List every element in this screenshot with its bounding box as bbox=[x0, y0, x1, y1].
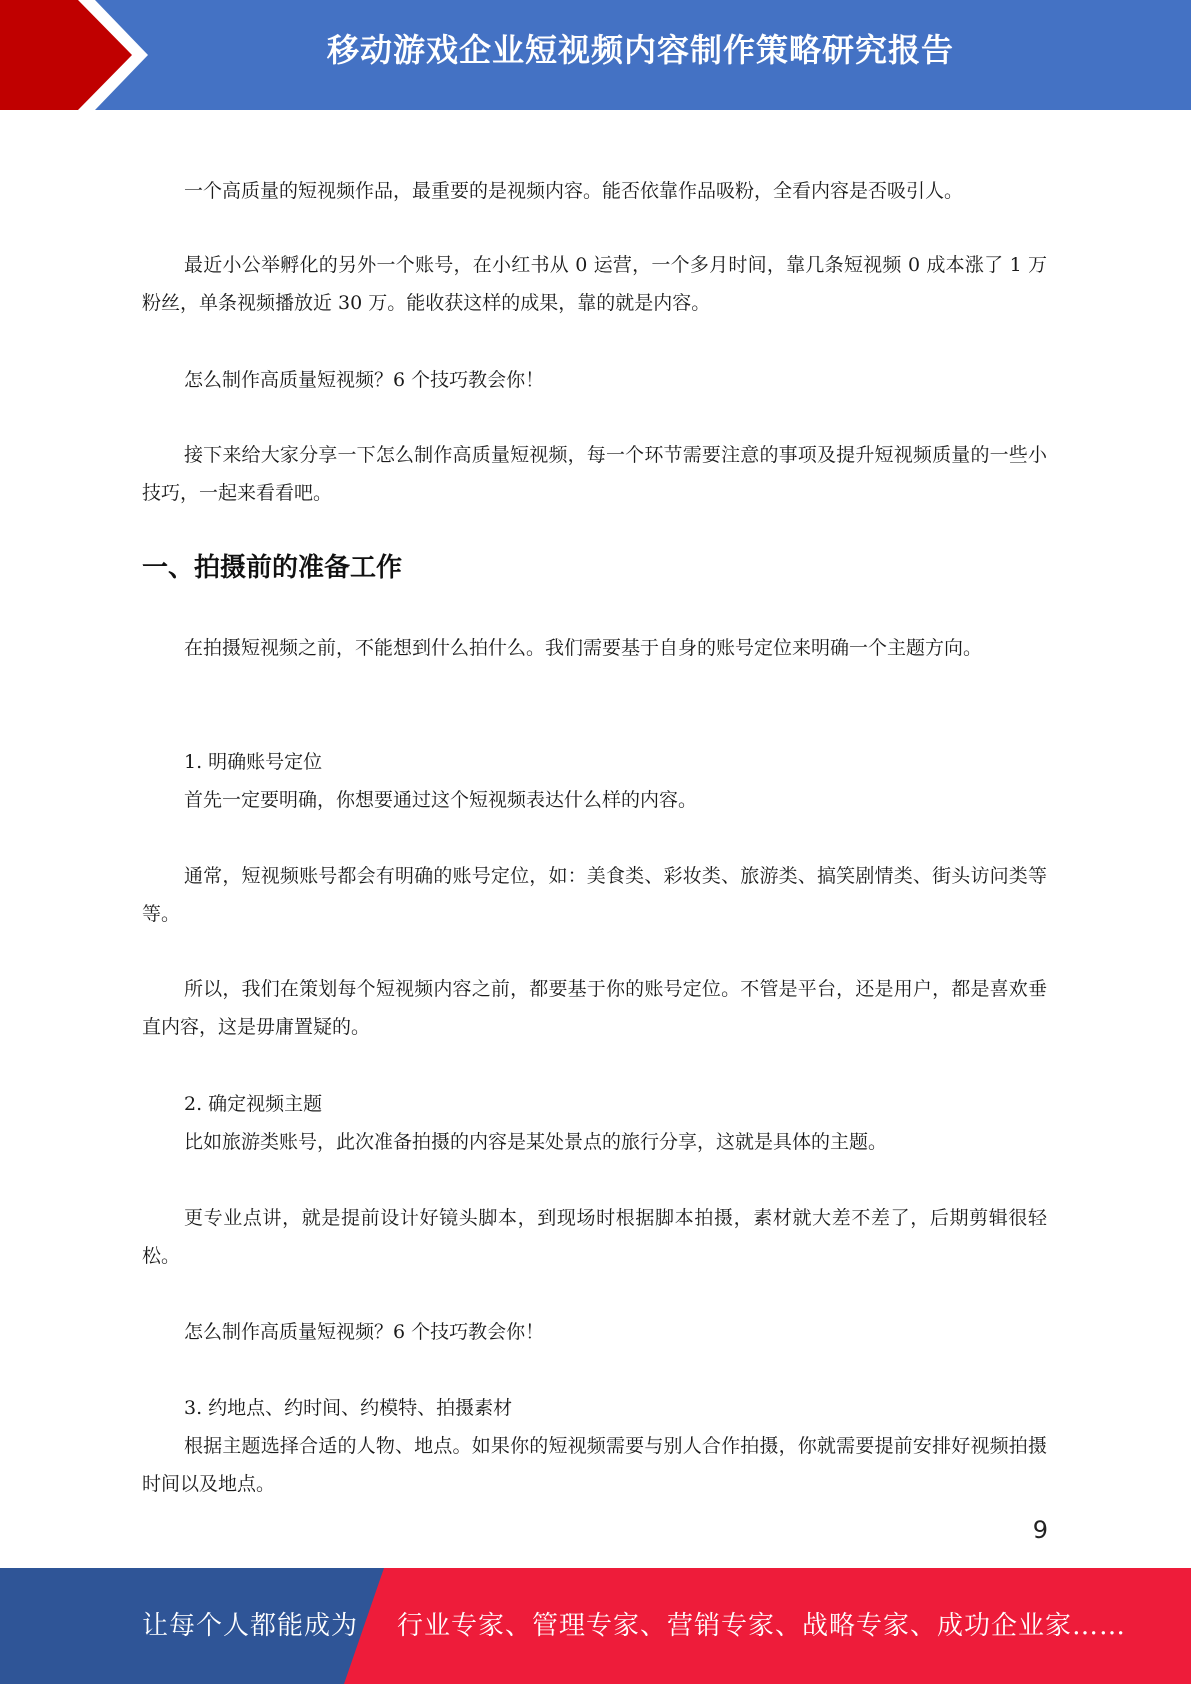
paragraph: 在拍摄短视频之前，不能想到什么拍什么。我们需要基于自身的账号定位来明确一个主题方向。 bbox=[184, 637, 983, 659]
section-heading: 一、拍摄前的准备工作 bbox=[142, 553, 403, 583]
paragraph: 怎么制作高质量短视频？6 个技巧教会你！ bbox=[184, 369, 545, 391]
paragraph: 比如旅游类账号，此次准备拍摄的内容是某处景点的旅行分享，这就是具体的主题。 bbox=[184, 1131, 888, 1153]
paragraph: 接下来给大家分享一下怎么制作高质量短视频，每一个环节需要注意的事项及提升短视频质量的一些小技巧，一起来看看吧。 bbox=[142, 444, 1047, 504]
paragraph: 首先一定要明确，你想要通过这个短视频表达什么样的内容。 bbox=[184, 789, 698, 811]
document-title: 移动游戏企业短视频内容制作策略研究报告 bbox=[326, 31, 954, 69]
page-footer bbox=[0, 1568, 1191, 1684]
list-item-heading: 2. 确定视频主题 bbox=[184, 1093, 323, 1115]
paragraph: 所以，我们在策划每个短视频内容之前，都要基于你的账号定位。不管是平台，还是用户，都是喜欢垂直内容，这是毋庸置疑的。 bbox=[142, 978, 1047, 1038]
paragraph: 怎么制作高质量短视频？6 个技巧教会你！ bbox=[184, 1321, 545, 1343]
page-number: 9 bbox=[1032, 1516, 1048, 1544]
paragraph: 最近小公举孵化的另外一个账号，在小红书从 0 运营，一个多月时间，靠几条短视频 0 成本涨了 1 万粉丝，单条视频播放近 30 万。能收获这样的成果，靠的就是内容。 bbox=[142, 254, 1047, 314]
page-header bbox=[0, 0, 1191, 110]
footer-slogan-right: 行业专家、管理专家、营销专家、战略专家、成功企业家…… bbox=[397, 1611, 1127, 1641]
footer-slogan-left: 让每个人都能成为 bbox=[142, 1611, 359, 1641]
paragraph: 通常，短视频账号都会有明确的账号定位，如：美食类、彩妆类、旅游类、搞笑剧情类、街头访问类等等。 bbox=[142, 865, 1047, 925]
paragraph: 一个高质量的短视频作品，最重要的是视频内容。能否依靠作品吸粉，全看内容是否吸引人。 bbox=[184, 180, 964, 202]
paragraph: 根据主题选择合适的人物、地点。如果你的短视频需要与别人合作拍摄，你就需要提前安排好视频拍摄时间以及地点。 bbox=[142, 1435, 1047, 1495]
paragraph: 更专业点讲，就是提前设计好镜头脚本，到现场时根据脚本拍摄，素材就大差不差了，后期剪辑很轻松。 bbox=[142, 1207, 1047, 1267]
list-item-heading: 3. 约地点、约时间、约模特、拍摄素材 bbox=[184, 1397, 513, 1419]
list-item-heading: 1. 明确账号定位 bbox=[184, 751, 323, 773]
